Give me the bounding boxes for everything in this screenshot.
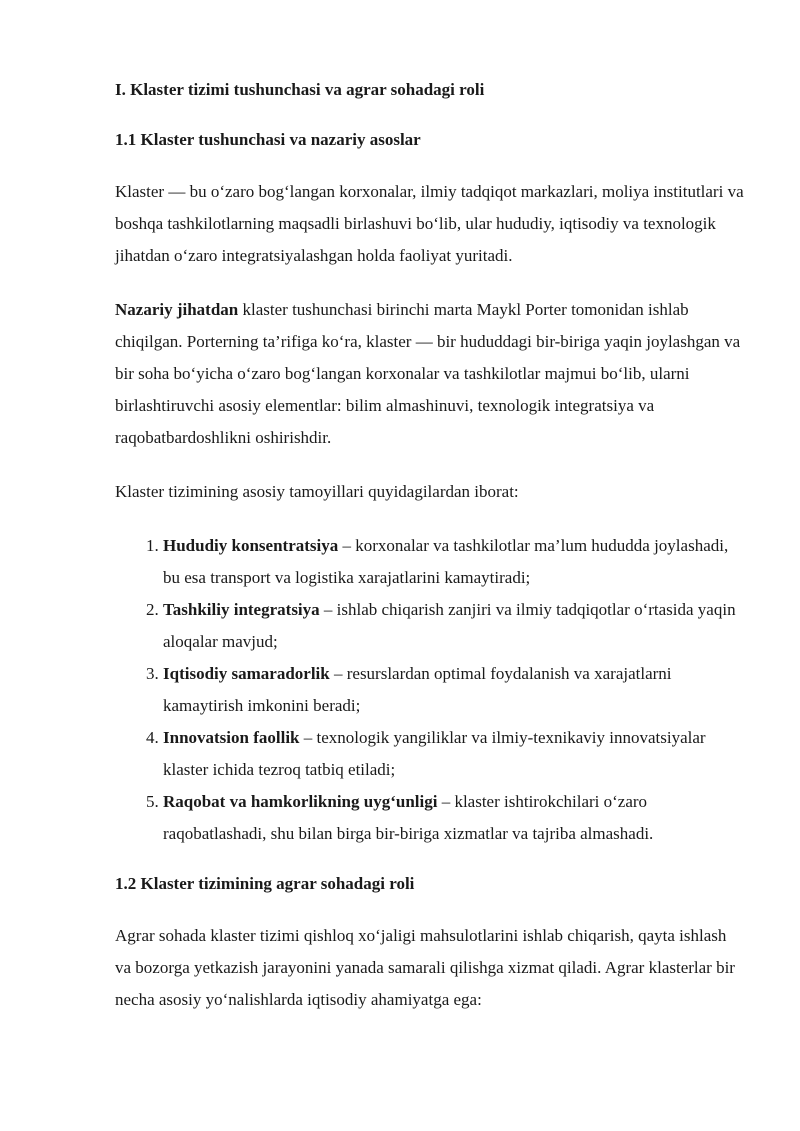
paragraph-cluster-definition: Klaster — bu o‘zaro bog‘langan korxonalar, ilmiy tadqiqot markazlari, moliya institutlari va boshqa tashkilotlarning maqsadli birlashuvi bo‘lib, ular hududiy, iqtisodiy va texnologik jihatdan o‘zaro integratsiyalashgan holda faoliyat yuritadi. xyxy=(115,182,744,265)
list-item xyxy=(163,658,745,722)
paragraph-agrar-role: Agrar sohada klaster tizimi qishloq xo‘jaligi mahsulotlarini ishlab chiqarish, qayta ishlash va bozorga yetkazish jarayonini yanada samarali qilishga xizmat qiladi. Agrar klasterlar bir necha asosiy yo‘nalishlarda iqtisodiy ahamiyatga ega: xyxy=(115,926,735,1009)
list-item-text: – klaster ishtirokchilari o‘zaro raqobatlashadi, shu bilan birga bir-biriga xizmatlar va tajriba almashadi. xyxy=(163,792,654,843)
list-item-text: – ishlab chiqarish zanjiri va ilmiy tadqiqotlar o‘rtasida yaqin aloqalar mavjud; xyxy=(163,600,736,651)
paragraph-theory-text: klaster tushunchasi birinchi marta Maykl Porter tomonidan ishlab chiqilgan. Porterning ta’rifiga ko‘ra, klaster — bir hududdagi bir-biriga yaqin joylashgan va bir soha bo‘yicha o‘zaro bog‘langan korxonalar va tashkilotlar majmui bo‘lib, ularni birlashtiruvchi asosiy elementlar: bilim almashinuvi, texnologik integratsiya va raqobatbardoshlikni oshirishdir. xyxy=(115,300,741,447)
paragraph-theory-bold: Nazariy jihatdan xyxy=(115,300,239,319)
paragraph-theory xyxy=(115,294,745,454)
paragraph-principles-intro: Klaster tizimining asosiy tamoyillari quyidagilardan iborat: xyxy=(115,482,519,501)
subsection-heading-1-2: 1.2 Klaster tizimining agrar sohadagi roli xyxy=(115,874,415,893)
list-item xyxy=(163,594,745,658)
list-item-bold: Hududiy konsentratsiya xyxy=(163,536,339,555)
list-item xyxy=(163,786,745,850)
subsection-heading-1-1: 1.1 Klaster tushunchasi va nazariy asoslar xyxy=(115,130,421,149)
principles-list xyxy=(115,530,745,850)
list-item-bold: Iqtisodiy samaradorlik xyxy=(163,664,330,683)
section-heading: I. Klaster tizimi tushunchasi va agrar sohadagi roli xyxy=(115,80,485,99)
list-item xyxy=(163,530,745,594)
list-item-text: – resurslardan optimal foydalanish va xarajatlarni kamaytirish imkonini beradi; xyxy=(163,664,672,715)
list-item-text: – korxonalar va tashkilotlar ma’lum hududda joylashadi, bu esa transport va logistika xarajatlarini kamaytiradi; xyxy=(163,536,729,587)
list-item-bold: Tashkiliy integratsiya xyxy=(163,600,320,619)
document-page xyxy=(115,72,745,1038)
list-item-bold: Innovatsion faollik xyxy=(163,728,300,747)
list-item xyxy=(163,722,745,786)
list-item-text: – texnologik yangiliklar va ilmiy-texnikaviy innovatsiyalar klaster ichida tezroq tatbiq etiladi; xyxy=(163,728,706,779)
list-item-bold: Raqobat va hamkorlikning uyg‘unligi xyxy=(163,792,438,811)
